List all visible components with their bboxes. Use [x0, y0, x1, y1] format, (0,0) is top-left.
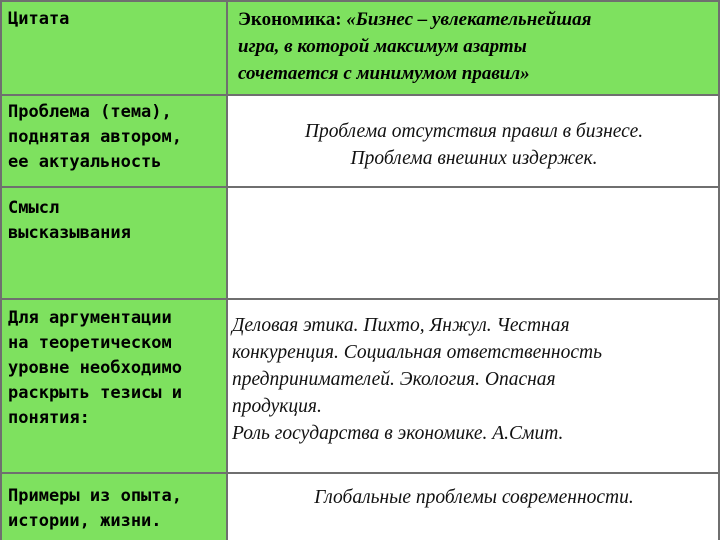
grid-line-row1	[0, 94, 720, 96]
header-quote-text	[238, 6, 716, 87]
row-content-problem: Проблема отсутствия правил в бизнесе. Проблема внешних издержек.	[304, 121, 644, 169]
row-content-examples: Глобальные проблемы современности.	[314, 487, 634, 508]
row-label-meaning: Смысл высказывания	[8, 198, 131, 243]
grid-line-middle	[226, 0, 228, 540]
grid-line-row2	[0, 186, 720, 188]
grid-line-row4	[0, 472, 720, 474]
grid-line-top	[0, 0, 720, 2]
row-label-problem: Проблема (тема), поднятая автором, ее актуальность	[8, 102, 182, 172]
grid-line-left	[0, 0, 2, 540]
header-quote-label: Цитата	[8, 9, 70, 29]
header-topic-prefix: Экономика:	[238, 9, 347, 30]
row-label-arguments: Для аргументации на теоретическом уровне необходимо раскрыть тезисы и понятия:	[8, 308, 182, 428]
row-label-examples: Примеры из опыта, истории, жизни.	[8, 486, 182, 531]
grid-line-row3	[0, 298, 720, 300]
row-content-arguments: Деловая этика. Пихто, Янжул. Честная конкуренция. Социальная ответственность предпринимателей. Экология. Опасная продукция. Роль государства в экономике. А.Смит.	[232, 315, 602, 444]
header-quote-content: «Бизнес – увлекательнейшая игра, в которой максимум азарты сочетается с минимумом правил»	[238, 9, 592, 84]
